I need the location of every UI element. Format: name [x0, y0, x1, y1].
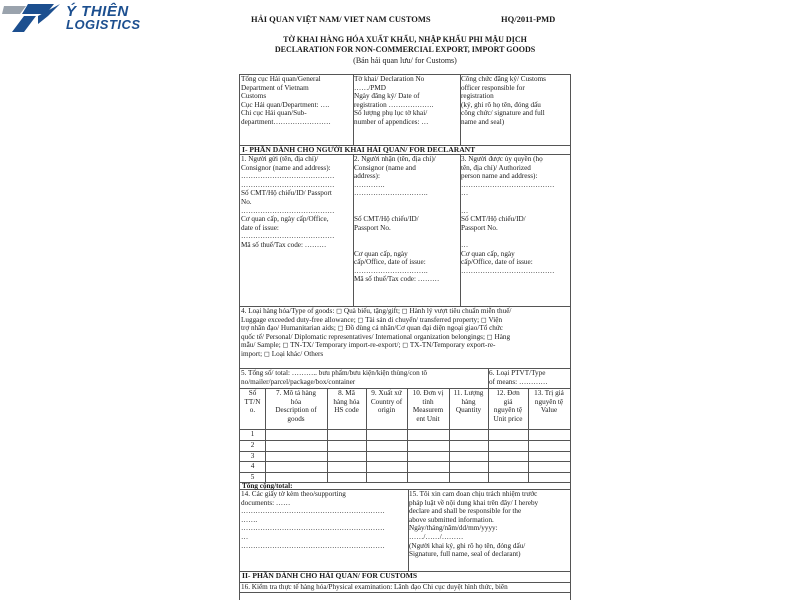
form-code: HQ/2011-PMD — [501, 14, 556, 24]
cell-line: ……/……/……… — [409, 532, 464, 541]
cell-line — [354, 232, 459, 241]
cell-line: documents: …… — [241, 498, 291, 507]
header-line: Quantity — [455, 406, 482, 415]
cell-line: công chức/ signature and full — [461, 109, 545, 118]
header-line: Unit price — [493, 414, 523, 423]
cell-line: 3. Người được ủy quyền (họ — [461, 155, 543, 163]
cell-line — [354, 241, 459, 250]
cell-line: Cơ quan cấp, ngày cấp/Office, — [241, 215, 329, 224]
header-line: 11. Lượng — [453, 389, 484, 397]
header-line: TT/N — [244, 397, 261, 406]
cell-line: 5. Tổng số/ total: ……….. bưu phẩm/bưu kiện/kiện thùng/con tô — [241, 369, 428, 377]
header-line: hàng — [461, 397, 476, 406]
customs-header: HẢI QUAN VIỆT NAM/ VIET NAM CUSTOMS — [251, 14, 431, 24]
col-header-description — [265, 389, 327, 423]
declaration-form — [239, 74, 571, 600]
cell-line: Cơ quan cấp, ngày — [461, 249, 515, 258]
cell-line: department…………………… — [241, 117, 331, 126]
cell-line: Tờ khai/ Declaration No — [354, 75, 425, 83]
header-line: Country of — [370, 397, 403, 406]
table-row-number: 3 — [250, 452, 255, 460]
cell-line: Signature, full name, seal of declarant) — [409, 550, 521, 559]
cell-line: … — [461, 189, 469, 198]
package-total-cell — [240, 369, 488, 386]
header-line: 7. Mô tả hàng — [276, 389, 316, 397]
cell-line: ………………………………… — [241, 232, 335, 241]
cell-line: number of appendices: … — [354, 117, 429, 126]
col-header-no — [240, 389, 265, 415]
cell-line: registration ………………. — [354, 100, 434, 109]
logo-mark-icon — [2, 2, 64, 34]
cell-line: …………………………. — [354, 189, 428, 198]
cell-line: Luggage exceeded duty-free allowance; ◻ Tài sản di chuyển/ transferred property; ◻ Viện — [241, 315, 503, 324]
cell-line: cấp/Office, date of issue: — [461, 258, 533, 267]
cell-line: Customs — [241, 92, 267, 101]
header-line: hàng hóa — [333, 397, 360, 406]
cell-line: ………………………………… — [241, 180, 335, 189]
header-line: nguyên tệ — [493, 406, 523, 415]
cell-line: trợ nhân đạo/ Humanitarian aids; ◻ Đồ dùng cá nhân/Cơ quan đại diện ngoại giao/Tổ chức — [241, 324, 503, 333]
cell-line: … — [461, 240, 469, 249]
cell-line: 2. Người nhận (tên, địa chỉ)/ — [354, 155, 436, 163]
cell-line: ……. — [241, 515, 258, 524]
table-row-number: 1 — [250, 430, 255, 438]
cell-line: officer responsible for — [461, 83, 525, 92]
cell-line: (ký, ghi rõ họ tên, đóng dấu — [461, 100, 541, 109]
header-line: o. — [249, 406, 256, 415]
header-line: 9. Xuất xứ — [371, 389, 402, 397]
cell-line: ………………………………… — [461, 266, 555, 275]
cell-line: Số CMT/Hộ chiếu/ID/ — [461, 215, 526, 224]
cell-line: Cục Hải quan/Department: …. — [241, 100, 330, 109]
header-line: origin — [377, 406, 396, 415]
cell-line: Mã số thuế/Tax code: ……… — [354, 275, 440, 284]
header-line: hóa — [290, 397, 302, 406]
company-logo — [2, 2, 162, 34]
cell-line: 15. Tôi xin cam đoan chịu trách nhiệm trước — [409, 490, 538, 498]
cell-line: Chi cục Hải quan/Sub- — [241, 109, 307, 118]
col-header-hs-code — [327, 389, 366, 415]
cell-line: Consignor (name and — [354, 163, 416, 172]
cell-line: …………………………………………………… — [241, 541, 385, 550]
cell-line: Passport No. — [461, 223, 498, 232]
cell-line: no/mailer/parcel/package/box/container — [241, 377, 356, 386]
form-title-en: DECLARATION FOR NON-COMMERCIAL EXPORT, IMPORT GOODS — [274, 45, 536, 54]
cell-line: Department of Vietnam — [241, 83, 309, 92]
header-line: 12. Đơn — [496, 389, 520, 397]
form-subtitle: (Bản hải quan lưu/ for Customs) — [353, 56, 457, 65]
consignee-cell — [353, 155, 460, 284]
header-line: 10. Đơn vị — [412, 389, 444, 397]
cell-line: Số CMT/Hộ chiếu/ID/ Passport — [241, 189, 332, 198]
header-line: goods — [287, 414, 305, 423]
cell-line: Mã số thuế/Tax code: ……… — [241, 240, 327, 249]
cell-line — [461, 198, 569, 207]
cell-line: 14. Các giấy tờ kèm theo/supporting — [241, 490, 346, 498]
header-line: tính — [422, 397, 434, 406]
cell-line: (Người khai ký, ghi rõ họ tên, đóng dấu/ — [409, 541, 526, 550]
cell-line: … — [241, 532, 249, 541]
cell-line: date of issue: — [241, 223, 279, 232]
logo-text-line1: Ý THIÊN — [66, 3, 129, 20]
authorized-person-cell — [460, 155, 570, 275]
cell-line: Số lượng phụ lục tờ khai/ — [354, 109, 428, 118]
cell-line — [461, 232, 569, 241]
cell-line: No. — [241, 197, 252, 206]
cell-line: Số CMT/Hộ chiếu/ID/ — [354, 215, 419, 224]
cell-line: …………………………………………………… — [241, 507, 385, 516]
table-row-number: 2 — [250, 441, 255, 449]
cell-line: of means: ………… — [489, 377, 548, 386]
cell-line: tên, địa chỉ)/ Authorized — [461, 163, 531, 172]
cell-line: above submitted information. — [409, 515, 494, 524]
cell-line: Ngày/tháng/năm/dd/mm/yyyy: — [409, 524, 498, 533]
cell-line: ………………………………… — [241, 206, 335, 215]
cell-line: Công chức đăng ký/ Customs — [461, 75, 546, 83]
cell-line: ……/PMD — [354, 83, 386, 92]
goods-type-cell — [240, 307, 570, 359]
customs-office-cell — [240, 75, 353, 127]
header-line: giá — [503, 397, 513, 406]
cell-line: Consignor (name and address): — [241, 163, 331, 172]
declaration-number-cell — [353, 75, 460, 127]
table-row-number: 4 — [250, 462, 255, 470]
col-header-value — [528, 389, 570, 415]
cell-line: Cơ quan cấp, ngày — [354, 249, 408, 258]
total-label: Tổng cộng/total: — [242, 482, 293, 490]
cell-line: …………. — [354, 180, 385, 189]
cell-line: quốc tế/ Personal/ Diplomatic representatives/ International organization belongings; ◻ Hàng — [241, 332, 511, 341]
cell-line: …………………………………………………… — [241, 524, 385, 533]
cell-line: person name and address): — [461, 172, 538, 181]
header-line: ent Unit — [416, 414, 440, 423]
header-line: nguyên tệ — [534, 397, 564, 406]
section-customs-heading: II- PHẦN DÀNH CHO HẢI QUAN/ FOR CUSTOMS — [242, 571, 418, 580]
cell-line: cấp/Office, date of issue: — [354, 258, 426, 267]
header-line: 13. Trị giá — [534, 389, 564, 397]
consignor-cell — [240, 155, 353, 250]
supporting-documents-cell — [240, 490, 408, 550]
col-header-unit-price — [488, 389, 528, 423]
header-line: Measurem — [412, 406, 444, 415]
cell-line: declare and shall be responsible for the — [409, 507, 522, 516]
cell-line: ………………………………… — [461, 180, 555, 189]
customs-officer-cell — [460, 75, 570, 127]
col-header-quantity — [449, 389, 488, 415]
cell-line: 6. Loại PTVT/Type — [489, 369, 546, 377]
cell-line: address): — [354, 172, 380, 181]
means-type-cell — [488, 369, 570, 386]
section-declarant-heading: I- PHẦN DÀNH CHO NGƯỜI KHAI HẢI QUAN/ FOR DECLARANT — [242, 145, 476, 154]
header-line: Số — [248, 389, 257, 397]
table-row-number: 5 — [250, 473, 255, 481]
cell-line — [354, 198, 459, 207]
cell-line: 4. Loại hàng hóa/Type of goods: ◻ Quà biếu, tặng/gift; ◻ Hành lý vượt tiêu chuẩn miễn thuế/ — [241, 307, 512, 315]
header-line: Value — [540, 406, 558, 415]
col-header-origin — [366, 389, 407, 415]
header-line: Description of — [275, 406, 317, 415]
physical-examination-cell: 16. Kiểm tra thực tế hàng hóa/Physical examination: Lãnh đạo Chi cục duyệt hình thức, biên — [241, 583, 508, 591]
cell-line: Passport No. — [354, 223, 391, 232]
cell-line: Ngày đăng ký/ Date of — [354, 92, 420, 101]
logo-text-line2: LOGISTICS — [66, 17, 141, 32]
cell-line: name and seal) — [461, 117, 505, 126]
col-header-unit — [407, 389, 449, 423]
cell-line: Tổng cục Hải quan/General — [241, 75, 321, 83]
header-line: HS code — [334, 406, 359, 415]
cell-line: import; ◻ Loại khác/ Others — [241, 349, 324, 358]
cell-line: registration — [461, 92, 494, 101]
declarant-commitment-cell — [408, 490, 570, 559]
cell-line: pháp luật về nội dung khai trên đây/ I hereby — [409, 498, 539, 507]
cell-line: …………………………. — [354, 266, 428, 275]
header-line: 8. Mã — [338, 389, 355, 397]
cell-line: mẫu/ Sample; ◻ TN-TX/ Temporary import-re-export/; ◻ TX-TN/Temporary export-re- — [241, 341, 496, 350]
cell-line — [354, 207, 459, 216]
cell-line: 1. Người gửi (tên, địa chỉ)/ — [241, 155, 319, 163]
cell-line: ………………………………… — [241, 172, 335, 181]
cell-line: … — [461, 206, 469, 215]
form-title-vn: TỜ KHAI HÀNG HÓA XUẤT KHẨU, NHẬP KHẨU PHI MẬU DỊCH — [283, 35, 527, 44]
